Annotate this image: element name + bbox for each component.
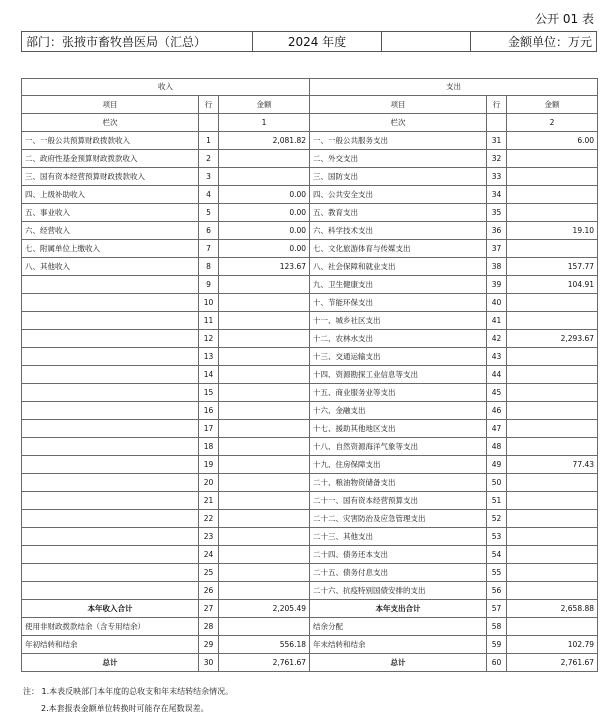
income-line: 21 [199, 492, 219, 510]
table-row [22, 150, 598, 168]
table-row [22, 384, 598, 402]
expense-line: 46 [487, 402, 507, 420]
expense-amount [507, 186, 598, 204]
grand-income-total-line: 30 [199, 654, 219, 672]
income-item: 八、其他收入 [22, 258, 199, 276]
income-amount [219, 294, 310, 312]
income-line: 9 [199, 276, 219, 294]
income-item: 一、一般公共预算财政拨款收入 [22, 132, 199, 150]
income-line: 8 [199, 258, 219, 276]
income-item [22, 420, 199, 438]
income-item [22, 456, 199, 474]
income-column-number: 1 [219, 114, 310, 132]
income-line: 5 [199, 204, 219, 222]
income-line: 19 [199, 456, 219, 474]
year-expense-total-line: 57 [487, 600, 507, 618]
year-expense-total-label: 本年支出合计 [310, 600, 487, 618]
expense-amount [507, 546, 598, 564]
income-line: 1 [199, 132, 219, 150]
income-amount [219, 420, 310, 438]
table-row [22, 546, 598, 564]
expense-line: 35 [487, 204, 507, 222]
table-row [22, 204, 598, 222]
income-item-header: 项目 [22, 96, 199, 114]
income-line: 11 [199, 312, 219, 330]
end-carryover-label: 年末结转和结余 [310, 636, 487, 654]
expense-line: 39 [487, 276, 507, 294]
table-row [22, 240, 598, 258]
footnote-2: 2.本套报表金额单位转换时可能存在尾数误差。 [41, 704, 209, 713]
expense-amount [507, 492, 598, 510]
grand-income-total-label: 总计 [22, 654, 199, 672]
expense-item: 四、公共安全支出 [310, 186, 487, 204]
income-amount [219, 348, 310, 366]
income-line: 26 [199, 582, 219, 600]
income-amount [219, 564, 310, 582]
expense-amount [507, 348, 598, 366]
table-row [22, 438, 598, 456]
expense-section-header: 支出 [310, 79, 598, 96]
expense-item: 二十二、灾害防治及应急管理支出 [310, 510, 487, 528]
income-line: 24 [199, 546, 219, 564]
income-amount [219, 474, 310, 492]
income-amount: 0.00 [219, 240, 310, 258]
expense-item: 十、节能环保支出 [310, 294, 487, 312]
year-expense-total-amount: 2,658.88 [507, 600, 598, 618]
expense-line: 53 [487, 528, 507, 546]
expense-amount: 104.91 [507, 276, 598, 294]
income-item [22, 384, 199, 402]
expense-line: 41 [487, 312, 507, 330]
expense-line: 47 [487, 420, 507, 438]
footnotes [23, 683, 233, 717]
nonfiscal-label: 使用非财政拨款结余（含专用结余） [22, 618, 199, 636]
expense-item: 三、国防支出 [310, 168, 487, 186]
income-line: 14 [199, 366, 219, 384]
income-line: 15 [199, 384, 219, 402]
expense-item: 二十六、抗疫特别国债安排的支出 [310, 582, 487, 600]
income-amount [219, 510, 310, 528]
income-section-header: 收入 [22, 79, 310, 96]
income-item [22, 438, 199, 456]
expense-item-header: 项目 [310, 96, 487, 114]
income-amount [219, 150, 310, 168]
expense-item: 七、文化旅游体育与传媒支出 [310, 240, 487, 258]
table-row [22, 582, 598, 600]
income-item [22, 564, 199, 582]
income-line: 16 [199, 402, 219, 420]
expense-item: 六、科学技术支出 [310, 222, 487, 240]
income-amount [219, 168, 310, 186]
grand-total-row [22, 654, 598, 672]
income-item [22, 276, 199, 294]
expense-amount [507, 438, 598, 456]
expense-line: 55 [487, 564, 507, 582]
expense-column-label-blank [487, 114, 507, 132]
expense-column-number: 2 [507, 114, 598, 132]
expense-amount [507, 204, 598, 222]
income-item: 三、国有资本经营预算财政拨款收入 [22, 168, 199, 186]
income-amount [219, 438, 310, 456]
expense-line-header: 行 [487, 96, 507, 114]
table-row [22, 186, 598, 204]
income-line: 13 [199, 348, 219, 366]
income-amount [219, 456, 310, 474]
expense-line: 48 [487, 438, 507, 456]
report-header [21, 31, 597, 52]
income-amount: 0.00 [219, 222, 310, 240]
expense-item: 八、社会保障和就业支出 [310, 258, 487, 276]
expense-amount [507, 528, 598, 546]
income-item [22, 294, 199, 312]
begin-carryover-amount: 556.18 [219, 636, 310, 654]
expense-column-label: 栏次 [310, 114, 487, 132]
table-row [22, 330, 598, 348]
expense-amount [507, 294, 598, 312]
table-row [22, 366, 598, 384]
expense-item: 十七、援助其他地区支出 [310, 420, 487, 438]
expense-item: 十八、自然资源海洋气象等支出 [310, 438, 487, 456]
expense-item: 二十三、其他支出 [310, 528, 487, 546]
column-header-row [22, 96, 598, 114]
expense-item: 十一、城乡社区支出 [310, 312, 487, 330]
section-header-row [22, 79, 598, 96]
income-column-label-blank [199, 114, 219, 132]
expense-line: 51 [487, 492, 507, 510]
income-amount [219, 276, 310, 294]
income-item [22, 474, 199, 492]
income-line: 2 [199, 150, 219, 168]
expense-item: 二十一、国有资本经营预算支出 [310, 492, 487, 510]
nonfiscal-amount [219, 618, 310, 636]
expense-line: 37 [487, 240, 507, 258]
year-total-row [22, 600, 598, 618]
income-amount [219, 330, 310, 348]
table-row [22, 402, 598, 420]
expense-item: 二十五、债务付息支出 [310, 564, 487, 582]
income-item: 六、经营收入 [22, 222, 199, 240]
header-spacer [382, 32, 471, 52]
table-row [22, 168, 598, 186]
surplus-distribution-amount [507, 618, 598, 636]
income-line: 10 [199, 294, 219, 312]
surplus-distribution-line: 58 [487, 618, 507, 636]
begin-carryover-line: 29 [199, 636, 219, 654]
expense-amount [507, 150, 598, 168]
expense-item: 五、教育支出 [310, 204, 487, 222]
income-item [22, 492, 199, 510]
begin-carryover-label: 年初结转和结余 [22, 636, 199, 654]
end-carryover-line: 59 [487, 636, 507, 654]
expense-amount [507, 240, 598, 258]
income-column-label: 栏次 [22, 114, 199, 132]
expense-amount: 157.77 [507, 258, 598, 276]
table-row [22, 456, 598, 474]
income-line: 3 [199, 168, 219, 186]
expense-item: 十三、交通运输支出 [310, 348, 487, 366]
expense-amount: 77.43 [507, 456, 598, 474]
carryover-row [22, 636, 598, 654]
form-code: 公开 01 表 [535, 12, 594, 26]
expense-item: 十六、金融支出 [310, 402, 487, 420]
income-item [22, 510, 199, 528]
expense-amount: 2,293.67 [507, 330, 598, 348]
surplus-distribution-label: 结余分配 [310, 618, 487, 636]
income-amount [219, 492, 310, 510]
table-row [22, 564, 598, 582]
column-label-row [22, 114, 598, 132]
income-line: 17 [199, 420, 219, 438]
income-line: 4 [199, 186, 219, 204]
income-line: 20 [199, 474, 219, 492]
income-amount: 2,081.82 [219, 132, 310, 150]
income-item [22, 312, 199, 330]
table-row [22, 258, 598, 276]
expense-item: 一、一般公共服务支出 [310, 132, 487, 150]
grand-expense-total-label: 总计 [310, 654, 487, 672]
expense-item: 十二、农林水支出 [310, 330, 487, 348]
income-expense-table [21, 78, 598, 672]
income-line: 12 [199, 330, 219, 348]
expense-amount [507, 366, 598, 384]
expense-line: 42 [487, 330, 507, 348]
income-item: 四、上级补助收入 [22, 186, 199, 204]
income-line: 7 [199, 240, 219, 258]
income-item [22, 366, 199, 384]
amount-unit: 金额单位：万元 [471, 32, 597, 52]
table-row [22, 294, 598, 312]
table-row [22, 528, 598, 546]
nonfiscal-row [22, 618, 598, 636]
expense-line: 33 [487, 168, 507, 186]
income-line: 6 [199, 222, 219, 240]
table-row [22, 222, 598, 240]
expense-line: 49 [487, 456, 507, 474]
expense-line: 31 [487, 132, 507, 150]
expense-line: 45 [487, 384, 507, 402]
department-name: 部门：张掖市畜牧兽医局（汇总） [22, 32, 253, 52]
expense-item: 十四、资源勘探工业信息等支出 [310, 366, 487, 384]
expense-amount [507, 474, 598, 492]
expense-line: 43 [487, 348, 507, 366]
income-amount [219, 366, 310, 384]
income-item: 七、附属单位上缴收入 [22, 240, 199, 258]
grand-expense-total-amount: 2,761.67 [507, 654, 598, 672]
income-amount [219, 312, 310, 330]
income-item [22, 402, 199, 420]
expense-item: 二十、粮油物资储备支出 [310, 474, 487, 492]
footnote-1: 注： 1.本表反映部门本年度的总收支和年末结转结余情况。 [23, 687, 234, 696]
expense-amount [507, 384, 598, 402]
income-amount [219, 546, 310, 564]
expense-amount [507, 510, 598, 528]
table-row [22, 276, 598, 294]
table-row [22, 132, 598, 150]
expense-line: 52 [487, 510, 507, 528]
expense-line: 34 [487, 186, 507, 204]
income-item: 五、事业收入 [22, 204, 199, 222]
expense-line: 36 [487, 222, 507, 240]
table-row [22, 474, 598, 492]
expense-line: 56 [487, 582, 507, 600]
expense-item: 十九、住房保障支出 [310, 456, 487, 474]
nonfiscal-line: 28 [199, 618, 219, 636]
income-amount [219, 582, 310, 600]
expense-amount [507, 582, 598, 600]
grand-expense-total-line: 60 [487, 654, 507, 672]
expense-item: 九、卫生健康支出 [310, 276, 487, 294]
year-income-total-amount: 2,205.49 [219, 600, 310, 618]
expense-amount [507, 564, 598, 582]
table-row [22, 492, 598, 510]
income-line: 25 [199, 564, 219, 582]
expense-line: 50 [487, 474, 507, 492]
income-line: 18 [199, 438, 219, 456]
table-row [22, 420, 598, 438]
expense-item: 二十四、债务还本支出 [310, 546, 487, 564]
income-line: 23 [199, 528, 219, 546]
income-amount [219, 384, 310, 402]
expense-line: 44 [487, 366, 507, 384]
expense-item: 二、外交支出 [310, 150, 487, 168]
expense-item: 十五、商业服务业等支出 [310, 384, 487, 402]
income-line-header: 行 [199, 96, 219, 114]
end-carryover-amount: 102.79 [507, 636, 598, 654]
income-item: 二、政府性基金预算财政拨款收入 [22, 150, 199, 168]
income-line: 22 [199, 510, 219, 528]
grand-income-total-amount: 2,761.67 [219, 654, 310, 672]
expense-amount: 6.00 [507, 132, 598, 150]
income-amount [219, 528, 310, 546]
expense-line: 40 [487, 294, 507, 312]
year-income-total-label: 本年收入合计 [22, 600, 199, 618]
table-row [22, 312, 598, 330]
income-amount [219, 402, 310, 420]
income-item [22, 330, 199, 348]
expense-amount [507, 402, 598, 420]
expense-amount [507, 168, 598, 186]
income-item [22, 582, 199, 600]
income-item [22, 348, 199, 366]
table-row [22, 510, 598, 528]
expense-line: 32 [487, 150, 507, 168]
expense-amount-header: 金额 [507, 96, 598, 114]
expense-amount [507, 420, 598, 438]
table-row [22, 348, 598, 366]
income-amount: 0.00 [219, 204, 310, 222]
income-amount-header: 金额 [219, 96, 310, 114]
income-item [22, 528, 199, 546]
expense-amount [507, 312, 598, 330]
report-year: 2024 年度 [253, 32, 382, 52]
expense-amount: 19.10 [507, 222, 598, 240]
income-item [22, 546, 199, 564]
year-income-total-line: 27 [199, 600, 219, 618]
expense-line: 54 [487, 546, 507, 564]
expense-line: 38 [487, 258, 507, 276]
income-amount: 123.67 [219, 258, 310, 276]
income-amount: 0.00 [219, 186, 310, 204]
